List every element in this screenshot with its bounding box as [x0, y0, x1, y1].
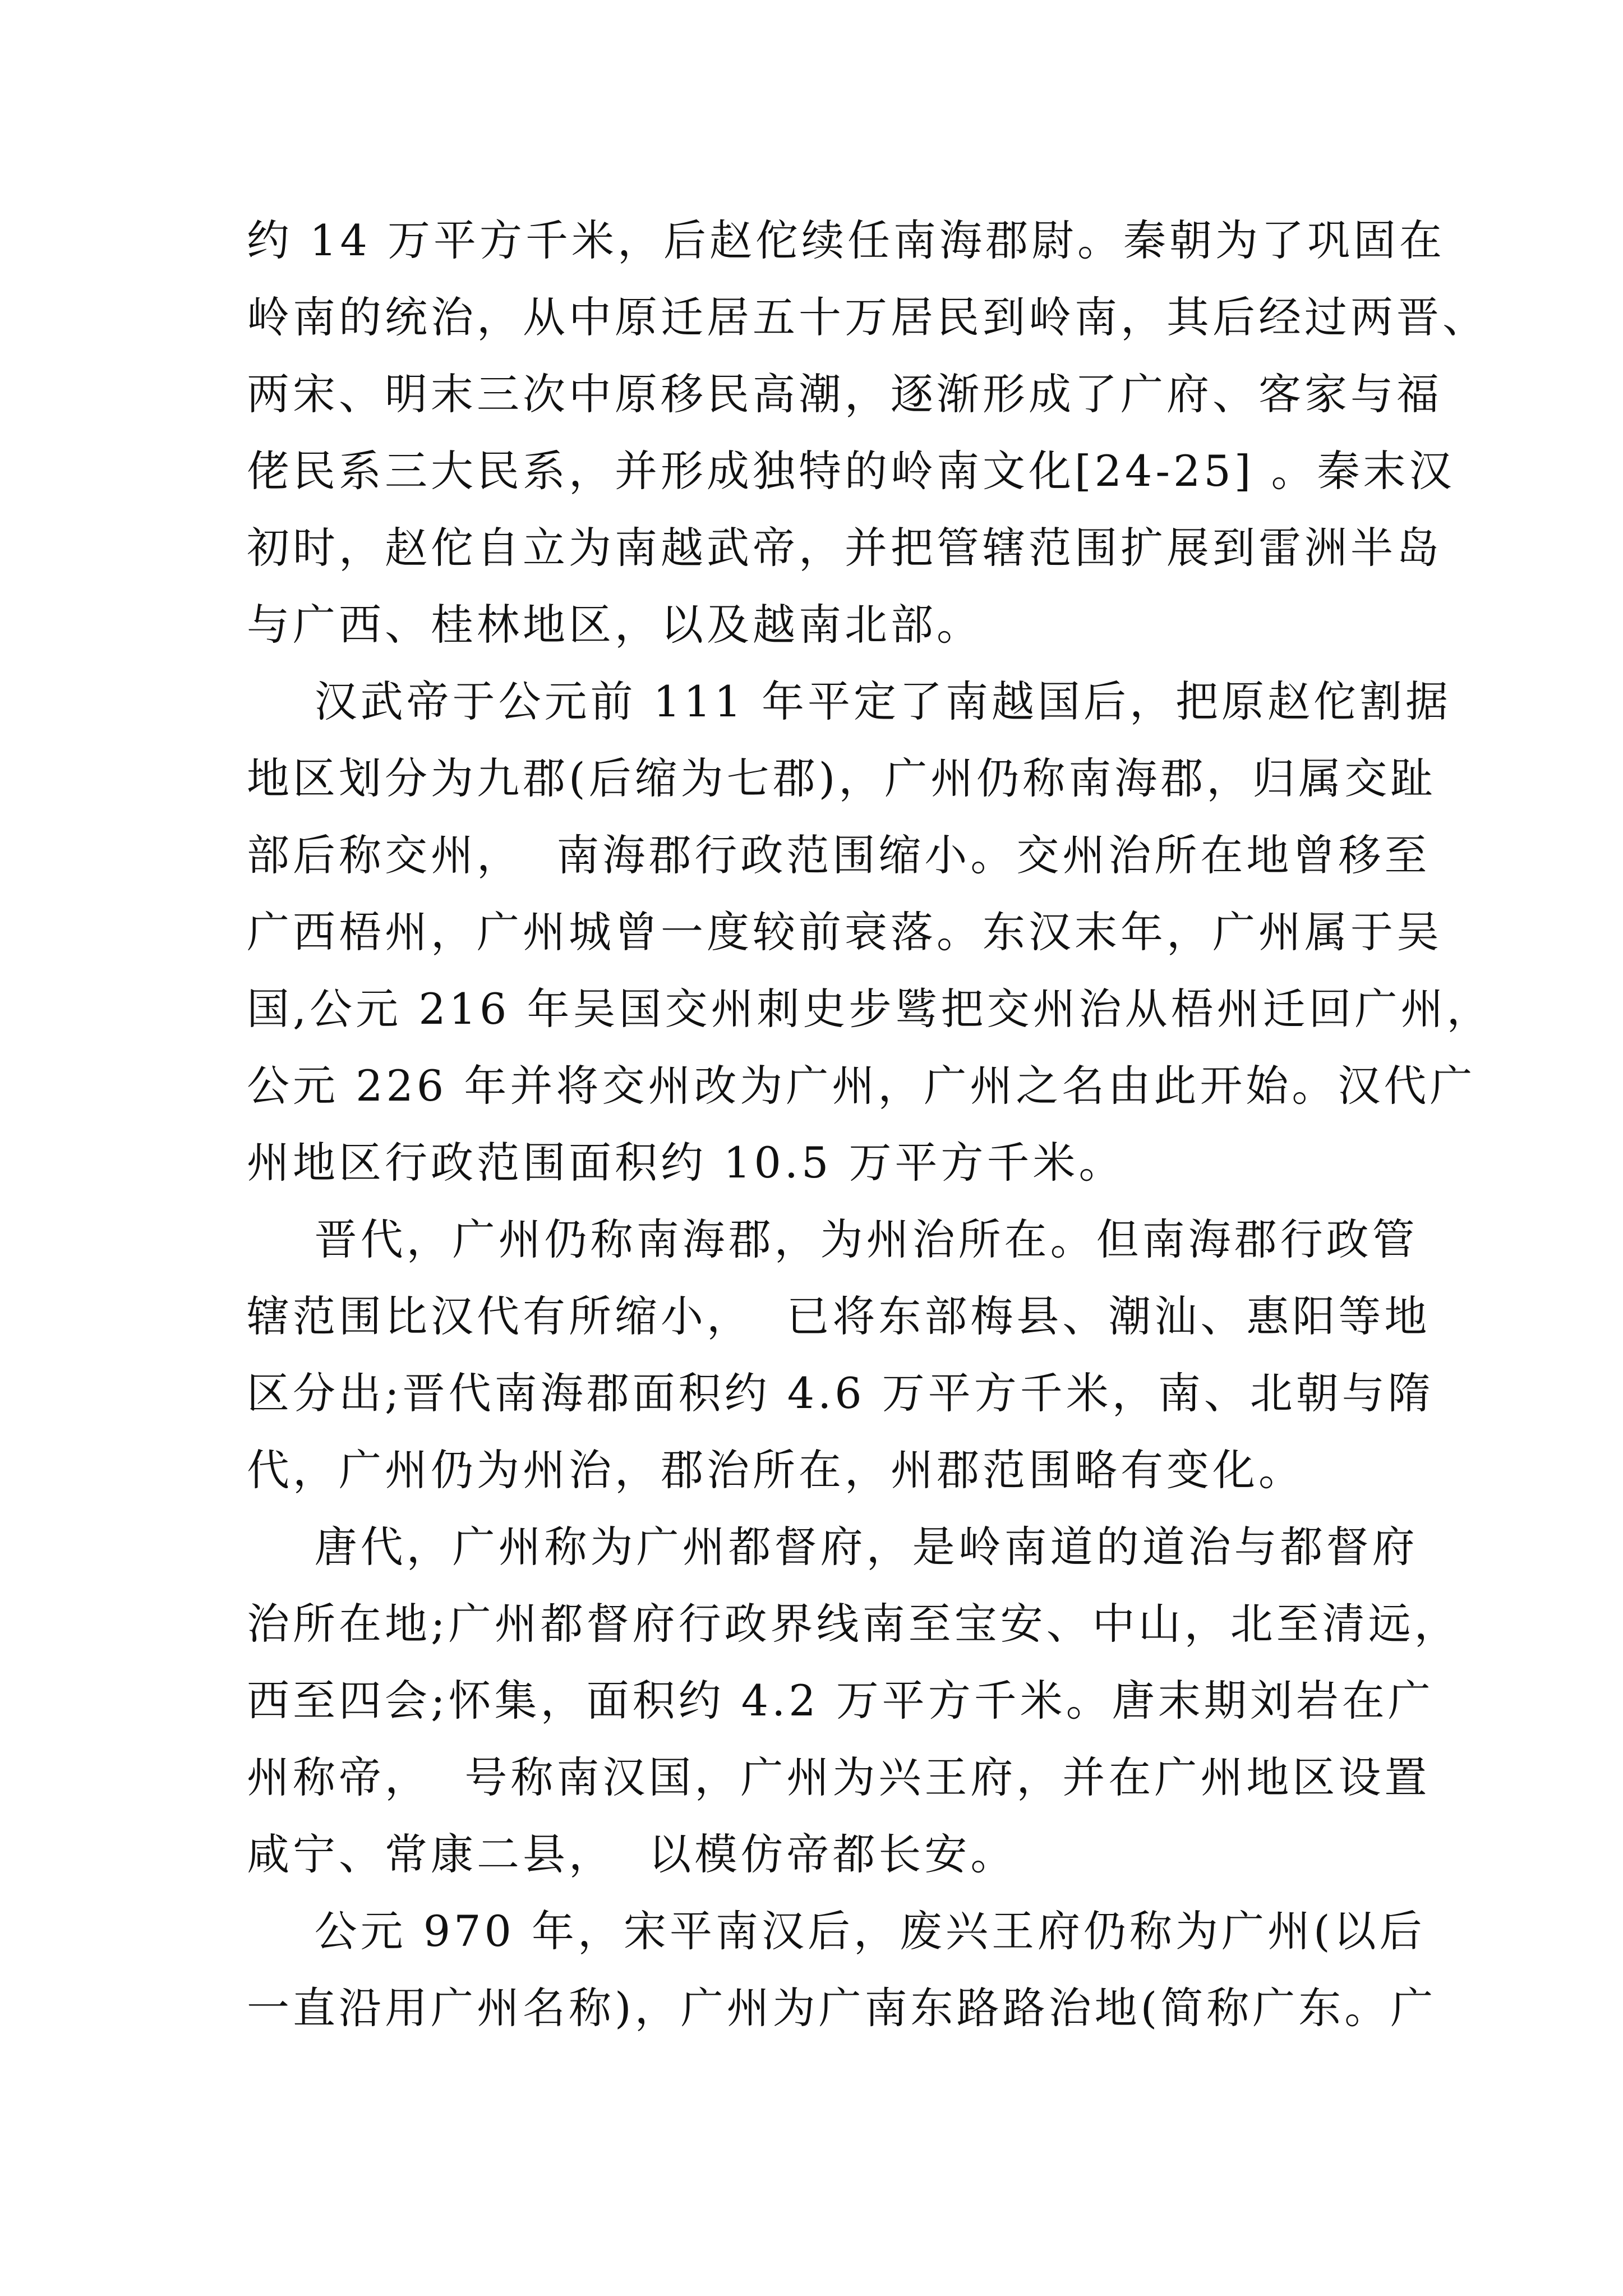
text-line: 区分出;晋代南海郡面积约 4.6 万平方千米，南、北朝与隋: [247, 1368, 1434, 1418]
text-line: 公元 970 年，宋平南汉后，废兴王府仍称为广州(以后: [247, 1906, 1426, 1956]
text-line: 州称帝， 号称南汉国，广州为兴王府，并在广州地区设置: [247, 1752, 1431, 1802]
document-body: [247, 202, 1493, 2046]
text-line: 州地区行政范围面积约 10.5 万平方千米。: [247, 1138, 1125, 1188]
text-line: 约 14 万平方千米，后赵佗续任南海郡尉。秦朝为了巩固在: [247, 215, 1446, 265]
text-line: 一直沿用广州名称)，广州为广南东路路治地(简称广东。广: [247, 1983, 1437, 2033]
text-line: 咸宁、常康二县， 以模仿帝都长安。: [247, 1829, 1017, 1879]
text-line: 晋代，广州仍称南海郡，为州治所在。但南海郡行政管: [247, 1214, 1418, 1264]
text-line: 地区划分为九郡(后缩为七郡)，广州仍称南海郡，归属交趾: [247, 753, 1437, 803]
text-line: 部后称交州， 南海郡行政范围缩小。交州治所在地曾移至: [247, 830, 1431, 880]
text-line: 西至四会;怀集，面积约 4.2 万平方千米。唐末期刘岩在广: [247, 1676, 1434, 1726]
text-line: 代，广州仍为州治，郡治所在，州郡范围略有变化。: [247, 1445, 1304, 1495]
text-line: 公元 226 年并将交州改为广州，广州之名由此开始。汉代广: [247, 1061, 1476, 1111]
text-line: 广西梧州，广州城曾一度较前衰落。东汉末年，广州属于吴: [247, 907, 1442, 957]
text-line: 唐代，广州称为广州都督府，是岭南道的道治与都督府: [247, 1522, 1418, 1572]
text-line: 辖范围比汉代有所缩小， 已将东部梅县、潮汕、惠阳等地: [247, 1291, 1431, 1341]
text-line: 岭南的统治，从中原迁居五十万居民到岭南，其后经过两晋、: [247, 292, 1488, 342]
text-line: 汉武帝于公元前 111 年平定了南越国后，把原赵佗割据: [247, 677, 1452, 726]
text-line: 佬民系三大民系，并形成独特的岭南文化[24-25] 。秦末汉: [247, 446, 1455, 496]
text-line: 初时，赵佗自立为南越武帝，并把管辖范围扩展到雷洲半岛: [247, 523, 1442, 573]
text-line: 与广西、桂林地区，以及越南北部。: [247, 600, 983, 650]
text-line: 两宋、明末三次中原移民高潮，逐渐形成了广府、客家与福: [247, 369, 1442, 419]
text-line: 国,公元 216 年吴国交州刺史步骘把交州治从梧州迁回广州，: [247, 984, 1493, 1034]
text-line: 治所在地;广州都督府行政界线南至宝安、中山，北至清远，: [247, 1599, 1460, 1649]
